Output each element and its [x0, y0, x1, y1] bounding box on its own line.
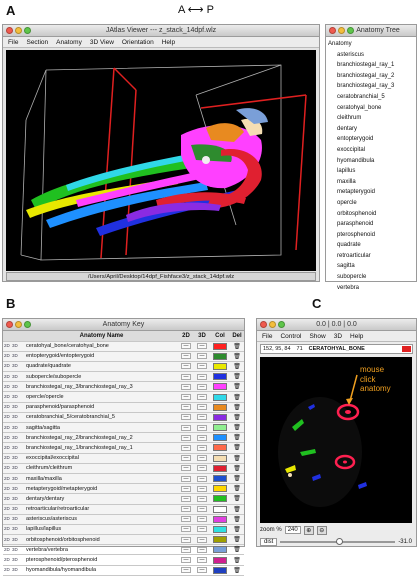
tree-titlebar — [326, 25, 416, 37]
tag-3d[interactable]: 3D — [12, 424, 18, 430]
tag-2d[interactable]: 2D — [4, 567, 10, 573]
dist-value: -31.0 — [398, 538, 412, 545]
tree-item[interactable]: sagitta — [337, 263, 355, 270]
table-row[interactable] — [3, 535, 244, 545]
menu-3d-view[interactable]: 3D View — [89, 39, 114, 46]
panel-label-c: C — [312, 296, 322, 311]
color-swatch[interactable] — [213, 455, 227, 462]
tag-3d[interactable]: 3D — [12, 516, 18, 522]
menu-show[interactable]: Show — [309, 333, 326, 340]
color-swatch[interactable] — [213, 414, 227, 421]
anatomy-name-cell: branchiostegal_ray_1/branchiostegal_ray_1 — [25, 443, 178, 453]
3d-canvas[interactable] — [6, 50, 316, 271]
color-swatch[interactable] — [213, 526, 227, 533]
menu-help[interactable]: Help — [350, 333, 364, 340]
menu-control[interactable]: Control — [280, 333, 302, 340]
col-color: Col — [210, 331, 230, 341]
toggle-3d[interactable]: — — [197, 567, 207, 573]
trash-icon[interactable]: 🗑 — [233, 526, 241, 533]
tree-item[interactable]: branchiostegal_ray_1 — [337, 62, 395, 69]
tag-3d[interactable]: 3D — [12, 434, 18, 440]
table-row[interactable] — [3, 351, 244, 361]
anatomy-name-cell: subopercle/subopercle — [25, 372, 178, 382]
tag-3d[interactable]: 3D — [12, 455, 18, 461]
table-row[interactable] — [3, 423, 244, 433]
tree-title: Anatomy Tree — [356, 27, 400, 34]
zoom-controls — [260, 525, 412, 535]
tag-3d[interactable]: 3D — [12, 567, 18, 573]
zoom-label: zoom % — [260, 527, 282, 533]
tag-3d[interactable]: 3D — [12, 506, 18, 512]
color-swatch[interactable] — [213, 475, 227, 482]
tag-2d[interactable]: 2D — [4, 414, 10, 420]
tree-item[interactable]: vertebra — [337, 284, 360, 291]
file-path-bar: /Users/April/Desktop/14dpf_Fishface3/z_stack_14dpf.wlz — [6, 272, 316, 281]
tree-item[interactable]: hyomandibula — [337, 157, 375, 164]
panel-label-a: A — [6, 3, 16, 18]
menu-file[interactable]: File — [8, 39, 19, 46]
menu-orientation[interactable]: Orientation — [121, 39, 154, 46]
toggle-3d[interactable]: — — [197, 537, 207, 543]
anatomy-name-cell: maxilla/maxilla — [25, 473, 178, 483]
toggle-2d[interactable]: — — [181, 353, 191, 359]
tag-3d[interactable]: 3D — [12, 414, 18, 420]
table-row[interactable] — [3, 555, 244, 565]
table-row[interactable] — [3, 565, 244, 575]
mouse-click-annotation: mouse click anatomy — [360, 365, 391, 393]
anatomy-name-cell: pterosphenoid/pterosphenoid — [25, 555, 178, 565]
zoom-button[interactable] — [24, 27, 31, 34]
toggle-3d[interactable]: — — [197, 343, 207, 349]
color-swatch[interactable] — [213, 353, 227, 360]
tree-item[interactable]: parasphenoid — [337, 221, 374, 228]
color-swatch[interactable] — [213, 404, 227, 411]
table-row[interactable] — [3, 361, 244, 371]
tag-3d[interactable]: 3D — [12, 526, 18, 532]
toggle-2d[interactable]: — — [181, 526, 191, 532]
tree-item[interactable]: exoccipital — [337, 146, 366, 153]
section-minimize-button[interactable] — [269, 321, 276, 328]
toggle-3d[interactable]: — — [197, 384, 207, 390]
tree-item[interactable]: metapterygoid — [337, 189, 376, 196]
tag-2d[interactable]: 2D — [4, 383, 10, 389]
trash-icon[interactable]: 🗑 — [233, 374, 241, 381]
col-3d: 3D — [194, 331, 210, 341]
anatomy-key-window — [2, 318, 245, 574]
color-swatch[interactable] — [213, 363, 227, 370]
tag-3d[interactable]: 3D — [12, 546, 18, 552]
toggle-3d[interactable]: — — [197, 435, 207, 441]
tag-2d[interactable]: 2D — [4, 536, 10, 542]
color-swatch[interactable] — [213, 343, 227, 350]
anatomy-name-cell: branchiostegal_ray_2/branchiostegal_ray_2 — [25, 433, 178, 443]
toggle-3d[interactable]: — — [197, 404, 207, 410]
panel-label-b: B — [6, 296, 16, 311]
viewer-menubar — [3, 37, 319, 48]
dist-slider[interactable] — [280, 541, 395, 543]
trash-icon[interactable]: 🗑 — [233, 394, 241, 401]
table-row[interactable] — [3, 402, 244, 412]
tree-item[interactable]: cleithrum — [337, 115, 362, 122]
section-canvas[interactable] — [260, 357, 412, 523]
tag-2d[interactable]: 2D — [4, 546, 10, 552]
tag-3d[interactable]: 3D — [12, 475, 18, 481]
color-swatch[interactable] — [213, 434, 227, 441]
section-viewer-window — [256, 318, 417, 547]
toggle-2d[interactable]: — — [181, 506, 191, 512]
trash-icon[interactable]: 🗑 — [233, 486, 241, 493]
tag-2d[interactable]: 2D — [4, 444, 10, 450]
info-bar — [260, 344, 413, 354]
anatomy-tree-window — [325, 24, 417, 291]
tree-item[interactable]: subopercle — [337, 274, 367, 281]
trash-icon[interactable]: 🗑 — [233, 343, 241, 350]
tag-3d[interactable]: 3D — [12, 383, 18, 389]
color-swatch[interactable] — [213, 383, 227, 390]
color-swatch[interactable] — [213, 485, 227, 492]
anatomy-name-cell: entopterygoid/entopterygoid — [25, 351, 178, 361]
toggle-2d[interactable]: — — [181, 465, 191, 471]
toggle-3d[interactable]: — — [197, 547, 207, 553]
color-swatch[interactable] — [213, 495, 227, 502]
trash-icon[interactable]: 🗑 — [233, 435, 241, 442]
toggle-2d[interactable]: — — [181, 414, 191, 420]
anatomy-name-cell: cleithrum/cleithrum — [25, 463, 178, 473]
toggle-2d[interactable]: — — [181, 343, 191, 349]
anatomy-name-cell: opercle/opercle — [25, 392, 178, 402]
trash-icon[interactable]: 🗑 — [233, 353, 241, 360]
table-row[interactable] — [3, 504, 244, 514]
anatomy-name-cell: ceratohyal_bone/ceratohyal_bone — [25, 341, 178, 351]
tag-3d[interactable]: 3D — [12, 536, 18, 542]
menu-anatomy[interactable]: Anatomy — [56, 39, 82, 46]
toggle-3d[interactable]: — — [197, 414, 207, 420]
toggle-2d[interactable]: — — [181, 547, 191, 553]
tag-2d[interactable]: 2D — [4, 373, 10, 379]
color-swatch[interactable] — [213, 567, 227, 574]
viewer-titlebar — [3, 25, 319, 37]
tag-3d[interactable]: 3D — [12, 353, 18, 359]
color-swatch[interactable] — [213, 394, 227, 401]
toggle-2d[interactable]: — — [181, 476, 191, 482]
tag-3d[interactable]: 3D — [12, 343, 18, 349]
trash-icon[interactable]: 🗑 — [233, 496, 241, 503]
tag-2d[interactable]: 2D — [4, 353, 10, 359]
anatomy-name-cell: branchiostegal_ray_3/branchiostegal_ray_3 — [25, 382, 178, 392]
color-swatch[interactable] — [213, 465, 227, 472]
tree-item[interactable]: lapillus — [337, 168, 356, 175]
trash-icon[interactable]: 🗑 — [233, 414, 241, 421]
table-row[interactable] — [3, 382, 244, 392]
anatomy-name-cell: exoccipital/exoccipital — [25, 453, 178, 463]
key-minimize-button[interactable] — [15, 321, 22, 328]
toggle-2d[interactable]: — — [181, 404, 191, 410]
tag-3d[interactable]: 3D — [12, 404, 18, 410]
toggle-3d[interactable]: — — [197, 455, 207, 461]
toggle-2d[interactable]: — — [181, 384, 191, 390]
tag-2d[interactable]: 2D — [4, 495, 10, 501]
anatomy-name-cell: ceratobranchial_5/ceratobranchial_5 — [25, 412, 178, 422]
trash-icon[interactable]: 🗑 — [233, 384, 241, 391]
tree-item[interactable]: maxilla — [337, 178, 356, 185]
table-row[interactable] — [3, 341, 244, 351]
tag-2d[interactable]: 2D — [4, 424, 10, 430]
table-row[interactable] — [3, 453, 244, 463]
tag-2d[interactable]: 2D — [4, 557, 10, 563]
minimize-button[interactable] — [15, 27, 22, 34]
toggle-2d[interactable]: — — [181, 394, 191, 400]
section-menubar — [257, 331, 416, 342]
table-row[interactable] — [3, 372, 244, 382]
trash-icon[interactable]: 🗑 — [233, 476, 241, 483]
tree-item[interactable]: ceratohyal_bone — [337, 104, 382, 111]
col-delete: Del — [230, 331, 244, 341]
toggle-2d[interactable]: — — [181, 557, 191, 563]
tree-item[interactable]: opercle — [337, 199, 357, 206]
atlas-viewer-window — [2, 24, 320, 282]
trash-icon[interactable]: 🗑 — [233, 506, 241, 513]
trash-icon[interactable]: 🗑 — [233, 445, 241, 452]
tag-3d[interactable]: 3D — [12, 495, 18, 501]
anatomy-name-cell: vertebra/vertebra — [25, 545, 178, 555]
anatomy-name-cell: dentary/dentary — [25, 494, 178, 504]
trash-icon[interactable]: 🗑 — [233, 567, 241, 574]
toggle-3d[interactable]: — — [197, 516, 207, 522]
tree-close-button[interactable] — [329, 27, 336, 34]
table-row[interactable] — [3, 392, 244, 402]
toggle-3d[interactable]: — — [197, 363, 207, 369]
section-zoom-button[interactable] — [278, 321, 285, 328]
menu-help[interactable]: Help — [161, 39, 176, 46]
tag-2d[interactable]: 2D — [4, 404, 10, 410]
tree-item[interactable]: entopterygoid — [337, 136, 374, 143]
orientation-label: A ⟷ P — [178, 4, 214, 16]
key-title: Anatomy Key — [102, 321, 145, 328]
trash-icon[interactable]: 🗑 — [233, 516, 241, 523]
tag-2d[interactable]: 2D — [4, 516, 10, 522]
toggle-2d[interactable]: — — [181, 363, 191, 369]
menu-file[interactable]: File — [262, 333, 273, 340]
toggle-3d[interactable]: — — [197, 374, 207, 380]
toggle-2d[interactable]: — — [181, 537, 191, 543]
toggle-2d[interactable]: — — [181, 374, 191, 380]
tag-2d[interactable]: 2D — [4, 465, 10, 471]
table-row[interactable] — [3, 514, 244, 524]
anatomy-name-cell: parasphenoid/parasphenoid — [25, 402, 178, 412]
table-row[interactable] — [3, 433, 244, 443]
dist-label: dist — [260, 538, 277, 546]
key-zoom-button[interactable] — [24, 321, 31, 328]
anatomy-readout: CERATOHYAL_BONE — [308, 346, 365, 352]
key-titlebar — [3, 319, 244, 331]
table-row[interactable] — [3, 473, 244, 483]
tag-3d[interactable]: 3D — [12, 444, 18, 450]
zoom-input[interactable]: 240 — [285, 526, 301, 534]
trash-icon[interactable]: 🗑 — [233, 537, 241, 544]
table-row[interactable] — [3, 524, 244, 534]
key-close-button[interactable] — [6, 321, 13, 328]
tag-3d[interactable]: 3D — [12, 557, 18, 563]
tree-item[interactable]: pterosphenoid — [337, 231, 376, 238]
tag-2d[interactable]: 2D — [4, 434, 10, 440]
menu-section[interactable]: Section — [26, 39, 49, 46]
trash-icon[interactable]: 🗑 — [233, 363, 241, 370]
toggle-3d[interactable]: — — [197, 394, 207, 400]
tag-2d[interactable]: 2D — [4, 343, 10, 349]
toggle-3d[interactable]: — — [197, 476, 207, 482]
tree-item[interactable]: quadrate — [337, 242, 361, 249]
toggle-3d[interactable]: — — [197, 486, 207, 492]
col-2d: 2D — [178, 331, 194, 341]
viewer-title: JAtlas Viewer --- z_stack_14dpf.wlz — [105, 27, 217, 34]
toggle-3d[interactable]: — — [197, 425, 207, 431]
tree-root[interactable]: Anatomy — [328, 41, 352, 47]
section-title: 0.0 | 0.0 | 0.0 — [316, 321, 357, 328]
color-swatch[interactable] — [213, 444, 227, 451]
anatomy-name-cell: retroarticular/retroarticular — [25, 504, 178, 514]
toggle-2d[interactable]: — — [181, 567, 191, 573]
zoom-out-icon[interactable]: ⊖ — [317, 526, 327, 535]
tree-minimize-button[interactable] — [338, 27, 345, 34]
tag-3d[interactable]: 3D — [12, 465, 18, 471]
trash-icon[interactable]: 🗑 — [233, 547, 241, 554]
tag-3d[interactable]: 3D — [12, 373, 18, 379]
zoom-in-icon[interactable]: ⊕ — [304, 526, 314, 535]
toggle-2d[interactable]: — — [181, 445, 191, 451]
anatomy-tree — [326, 37, 416, 293]
value-readout: 71 — [296, 346, 303, 352]
anatomy-name-cell: orbitosphenoid/orbitosphenoid — [25, 535, 178, 545]
tag-2d[interactable]: 2D — [4, 455, 10, 461]
tree-item[interactable]: ceratobranchial_5 — [337, 93, 385, 100]
table-row[interactable] — [3, 443, 244, 453]
toggle-3d[interactable]: — — [197, 353, 207, 359]
toggle-2d[interactable]: — — [181, 435, 191, 441]
tag-2d[interactable]: 2D — [4, 475, 10, 481]
color-swatch[interactable] — [213, 557, 227, 564]
color-swatch[interactable] — [213, 516, 227, 523]
anatomy-name-cell: hyomandibula/hyomandibula — [25, 565, 178, 575]
toggle-2d[interactable]: — — [181, 425, 191, 431]
toggle-2d[interactable]: — — [181, 455, 191, 461]
section-close-button[interactable] — [260, 321, 267, 328]
tag-2d[interactable]: 2D — [4, 506, 10, 512]
trash-icon[interactable]: 🗑 — [233, 455, 241, 462]
tag-2d[interactable]: 2D — [4, 394, 10, 400]
anatomy-color-swatch — [402, 346, 411, 352]
anatomy-name-cell: metapterygoid/metapterygoid — [25, 484, 178, 494]
anatomy-name-cell: asteriscus/asteriscus — [25, 514, 178, 524]
trash-icon[interactable]: 🗑 — [233, 425, 241, 432]
toggle-3d[interactable]: — — [197, 526, 207, 532]
col-anatomy-name: Anatomy Name — [25, 331, 178, 341]
table-row[interactable] — [3, 484, 244, 494]
color-swatch[interactable] — [213, 536, 227, 543]
tree-item[interactable]: branchiostegal_ray_3 — [337, 83, 395, 90]
toggle-3d[interactable]: — — [197, 496, 207, 502]
anatomy-name-cell: quadrate/quadrate — [25, 361, 178, 371]
section-titlebar — [257, 319, 416, 331]
color-swatch[interactable] — [213, 424, 227, 431]
table-row[interactable] — [3, 412, 244, 422]
toggle-3d[interactable]: — — [197, 506, 207, 512]
tag-3d[interactable]: 3D — [12, 363, 18, 369]
toggle-3d[interactable]: — — [197, 445, 207, 451]
tree-item[interactable]: dentary — [337, 125, 358, 132]
tree-item[interactable]: retroarticular — [337, 252, 371, 259]
tag-2d[interactable]: 2D — [4, 485, 10, 491]
tag-2d[interactable]: 2D — [4, 363, 10, 369]
coords-readout: 152, 95, 84 — [263, 346, 291, 352]
close-button[interactable] — [6, 27, 13, 34]
tree-item[interactable]: branchiostegal_ray_2 — [337, 72, 395, 79]
table-row[interactable] — [3, 494, 244, 504]
tag-3d[interactable]: 3D — [12, 394, 18, 400]
tag-2d[interactable]: 2D — [4, 526, 10, 532]
toggle-2d[interactable]: — — [181, 516, 191, 522]
anatomy-name-cell: lapillus/lapillus — [25, 524, 178, 534]
anatomy-key-table — [3, 331, 244, 576]
toggle-3d[interactable]: — — [197, 557, 207, 563]
menu-3d[interactable]: 3D — [333, 333, 343, 340]
trash-icon[interactable]: 🗑 — [233, 557, 241, 564]
trash-icon[interactable]: 🗑 — [233, 404, 241, 411]
tree-item[interactable]: asteriscus — [337, 51, 365, 58]
tag-3d[interactable]: 3D — [12, 485, 18, 491]
toggle-2d[interactable]: — — [181, 496, 191, 502]
table-row[interactable] — [3, 463, 244, 473]
tree-zoom-button[interactable] — [347, 27, 354, 34]
trash-icon[interactable]: 🗑 — [233, 465, 241, 472]
dist-controls — [260, 537, 412, 546]
tree-item[interactable]: orbitosphenoid — [337, 210, 377, 217]
color-swatch[interactable] — [213, 506, 227, 513]
dist-slider-thumb[interactable] — [336, 538, 343, 545]
toggle-3d[interactable]: — — [197, 465, 207, 471]
toggle-2d[interactable]: — — [181, 486, 191, 492]
color-swatch[interactable] — [213, 373, 227, 380]
anatomy-name-cell: sagitta/sagitta — [25, 423, 178, 433]
